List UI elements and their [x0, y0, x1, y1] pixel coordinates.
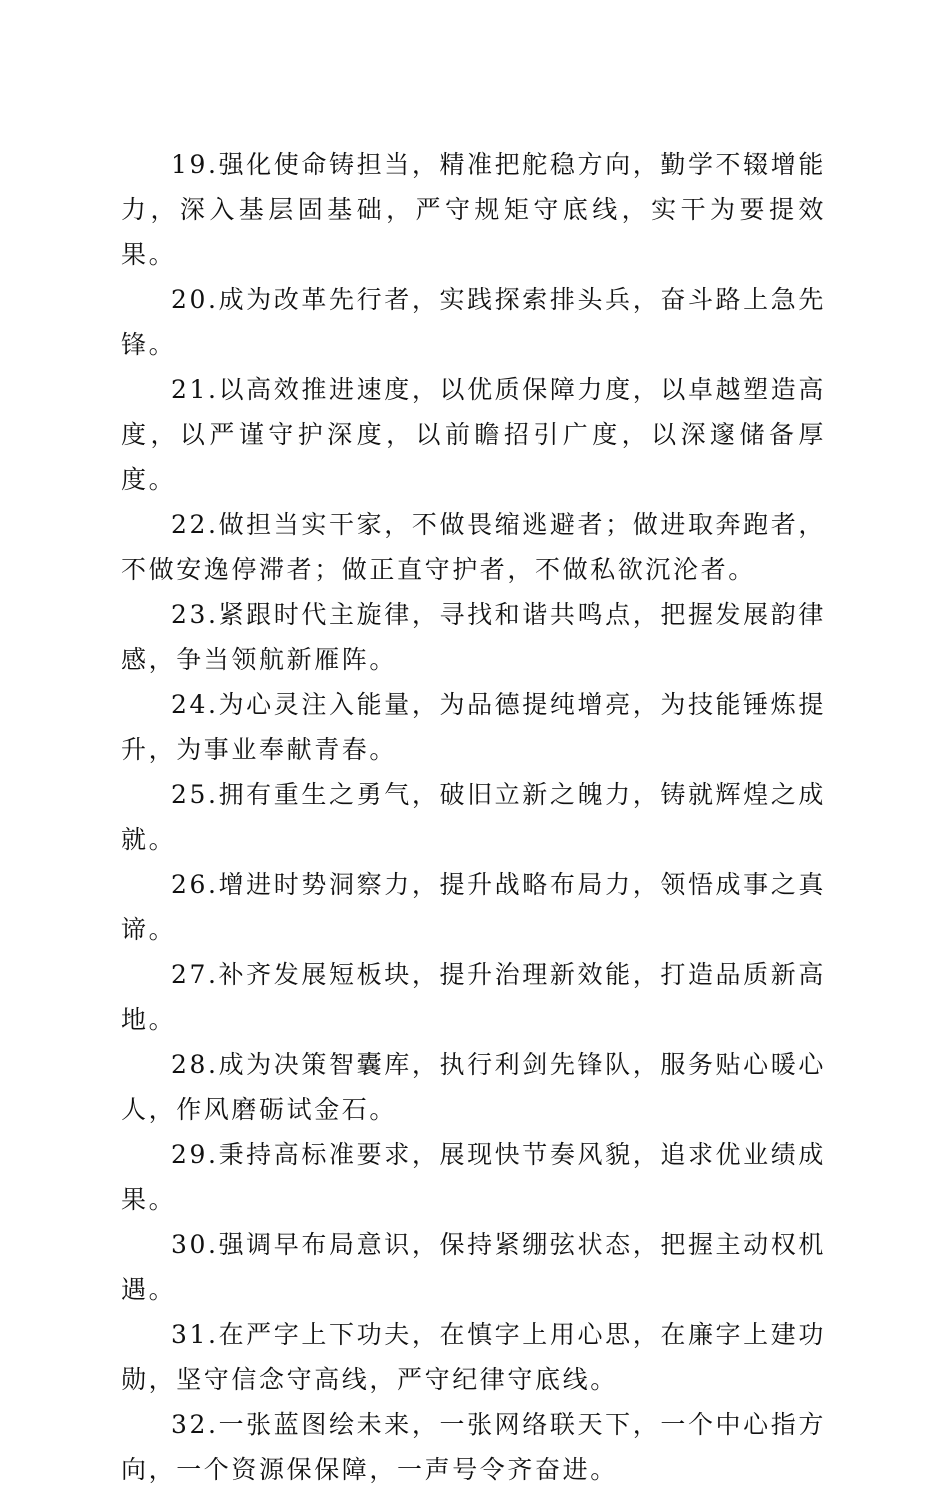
paragraph-30: 30.强调早布局意识，保持紧绷弦状态，把握主动权机遇。	[121, 1230, 826, 1304]
paragraph-24: 24.为心灵注入能量，为品德提纯增亮，为技能锤炼提升，为事业奉献青春。	[121, 690, 826, 764]
paragraph-20: 20.成为改革先行者，实践探索排头兵，奋斗路上急先锋。	[121, 285, 826, 359]
paragraph-21: 21.以高效推进速度，以优质保障力度，以卓越塑造高度，以严谨守护深度，以前瞻招引广度，以深邃储备厚度。	[121, 375, 826, 494]
paragraph-31: 31.在严字上下功夫，在慎字上用心思，在廉字上建功勋，坚守信念守高线，严守纪律守底线。	[121, 1320, 826, 1394]
paragraph-28: 28.成为决策智囊库，执行利剑先锋队，服务贴心暖心人，作风磨砺试金石。	[121, 1050, 826, 1124]
paragraph-25: 25.拥有重生之勇气，破旧立新之魄力，铸就辉煌之成就。	[121, 780, 826, 854]
document-body	[121, 142, 826, 1492]
paragraph-22: 22.做担当实干家，不做畏缩逃避者；做进取奔跑者，不做安逸停滞者；做正直守护者，不做私欲沉沦者。	[121, 510, 826, 584]
paragraph-29: 29.秉持高标准要求，展现快节奏风貌，追求优业绩成果。	[121, 1140, 826, 1214]
paragraph-32: 32.一张蓝图绘未来，一张网络联天下，一个中心指方向，一个资源保保障，一声号令齐奋进。	[121, 1410, 826, 1484]
paragraph-27: 27.补齐发展短板块，提升治理新效能，打造品质新高地。	[121, 960, 826, 1034]
paragraph-26: 26.增进时势洞察力，提升战略布局力，领悟成事之真谛。	[121, 870, 826, 944]
paragraph-19: 19.强化使命铸担当，精准把舵稳方向，勤学不辍增能力，深入基层固基础，严守规矩守底线，实干为要提效果。	[121, 150, 826, 269]
paragraph-23: 23.紧跟时代主旋律，寻找和谐共鸣点，把握发展韵律感，争当领航新雁阵。	[121, 600, 826, 674]
